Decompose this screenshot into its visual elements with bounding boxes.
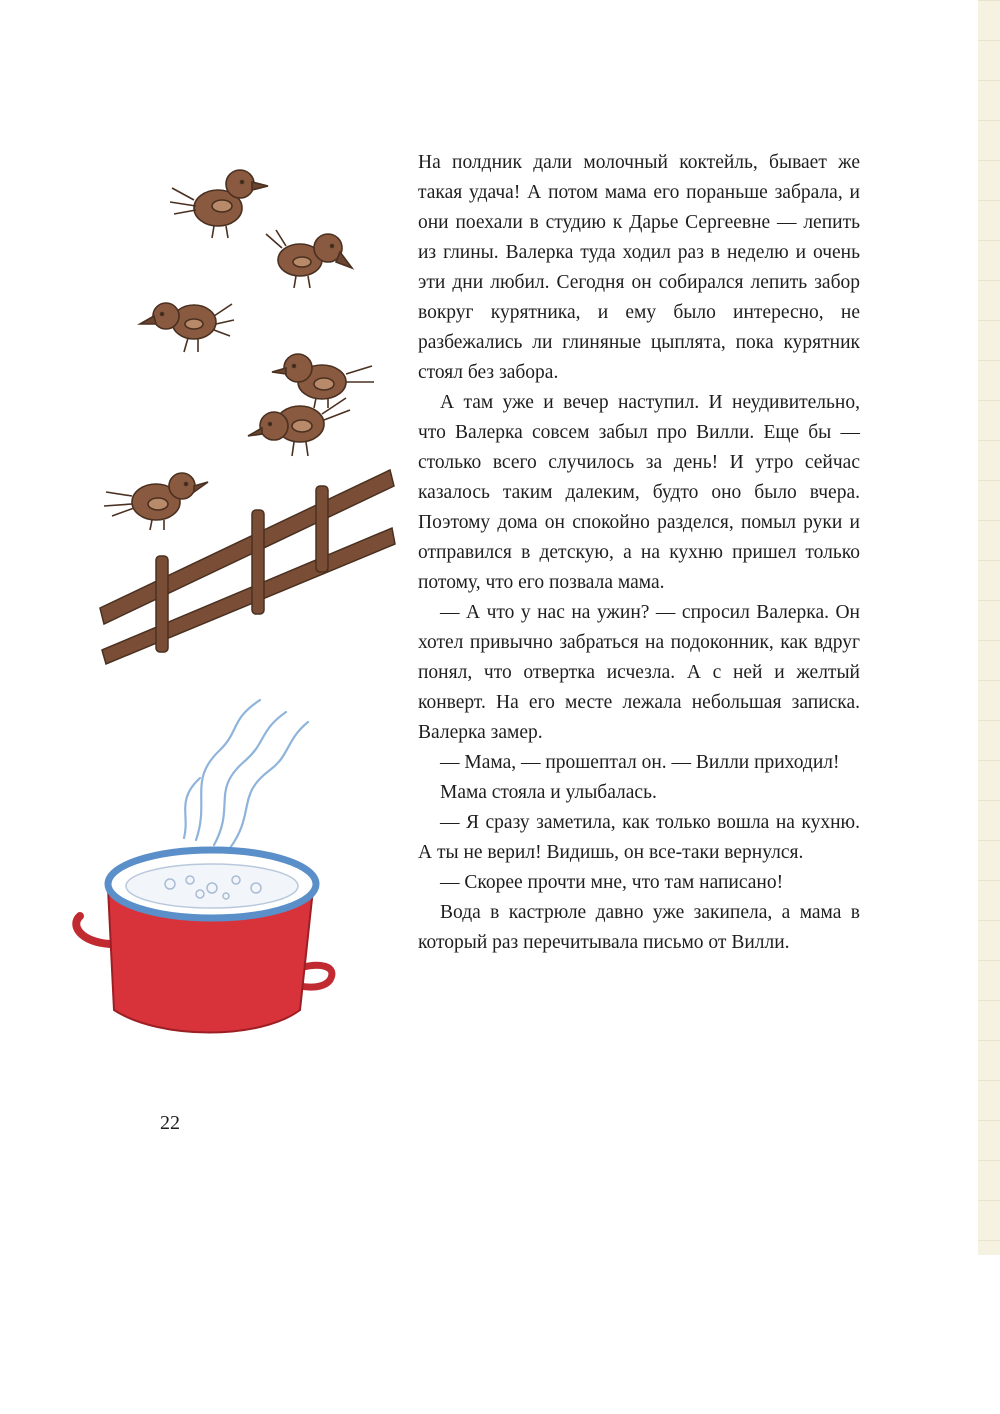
birds-illustration [104, 170, 374, 530]
paragraph: — А что у нас на ужин? — спросил Валерка. Он хотел привычно забраться на подоконник, как вдруг понял, что отвертка исчезла. А с ней и желтый конверт. На его месте лежала небольшая записка. Валерка замер. [418, 602, 860, 743]
bird-icon [140, 303, 234, 352]
pot-illustration [76, 850, 332, 1033]
paragraph: На полдник дали молочный коктейль, бывает же такая удача! А потом мама его пораньше забрала, и они поехали в студию к Дарье Сергеевне — лепить из глины. Валерка туда ходил раз в неделю и очень эти дни любил. Сегодня он собирался лепить забор вокруг курятника, и ему было интересно, не разбежались ли глиняные цыплята, пока курятник стоял без забора. [418, 152, 860, 383]
paragraph: — Скорее прочти мне, что там написано! [440, 872, 784, 893]
steam-illustration [184, 700, 308, 848]
bird-icon [272, 354, 374, 408]
story-text [418, 148, 860, 958]
paragraph: А там уже и вечер наступил. И неудивительно, что Валерка совсем забыл про Вилли. Еще бы — столько всего случилось за день! И утро сейчас казалось таким далеким, будто оно было вчера. Поэтому дома он спокойно разделся, помыл руки и отправился в детскую, а на кухню пришел только потому, что его позвала мама. [418, 392, 860, 593]
page-number: 22 [160, 1112, 180, 1134]
bird-icon [104, 473, 208, 530]
next-page-edge [978, 0, 1000, 1255]
paragraph: Вода в кастрюле давно уже закипела, а мама в который раз перечитывала письмо от Вилли. [418, 902, 860, 953]
bird-icon [266, 230, 352, 288]
paragraph: — Я сразу заметила, как только вошла на кухню. А ты не верил! Видишь, он все-таки вернулся. [418, 812, 860, 863]
illustration-area [0, 0, 420, 1100]
bird-icon [170, 170, 268, 238]
bird-icon [248, 398, 350, 456]
paragraph: — Мама, — прошептал он. — Вилли приходил! [440, 752, 840, 773]
paragraph: Мама стояла и улыбалась. [440, 782, 657, 803]
